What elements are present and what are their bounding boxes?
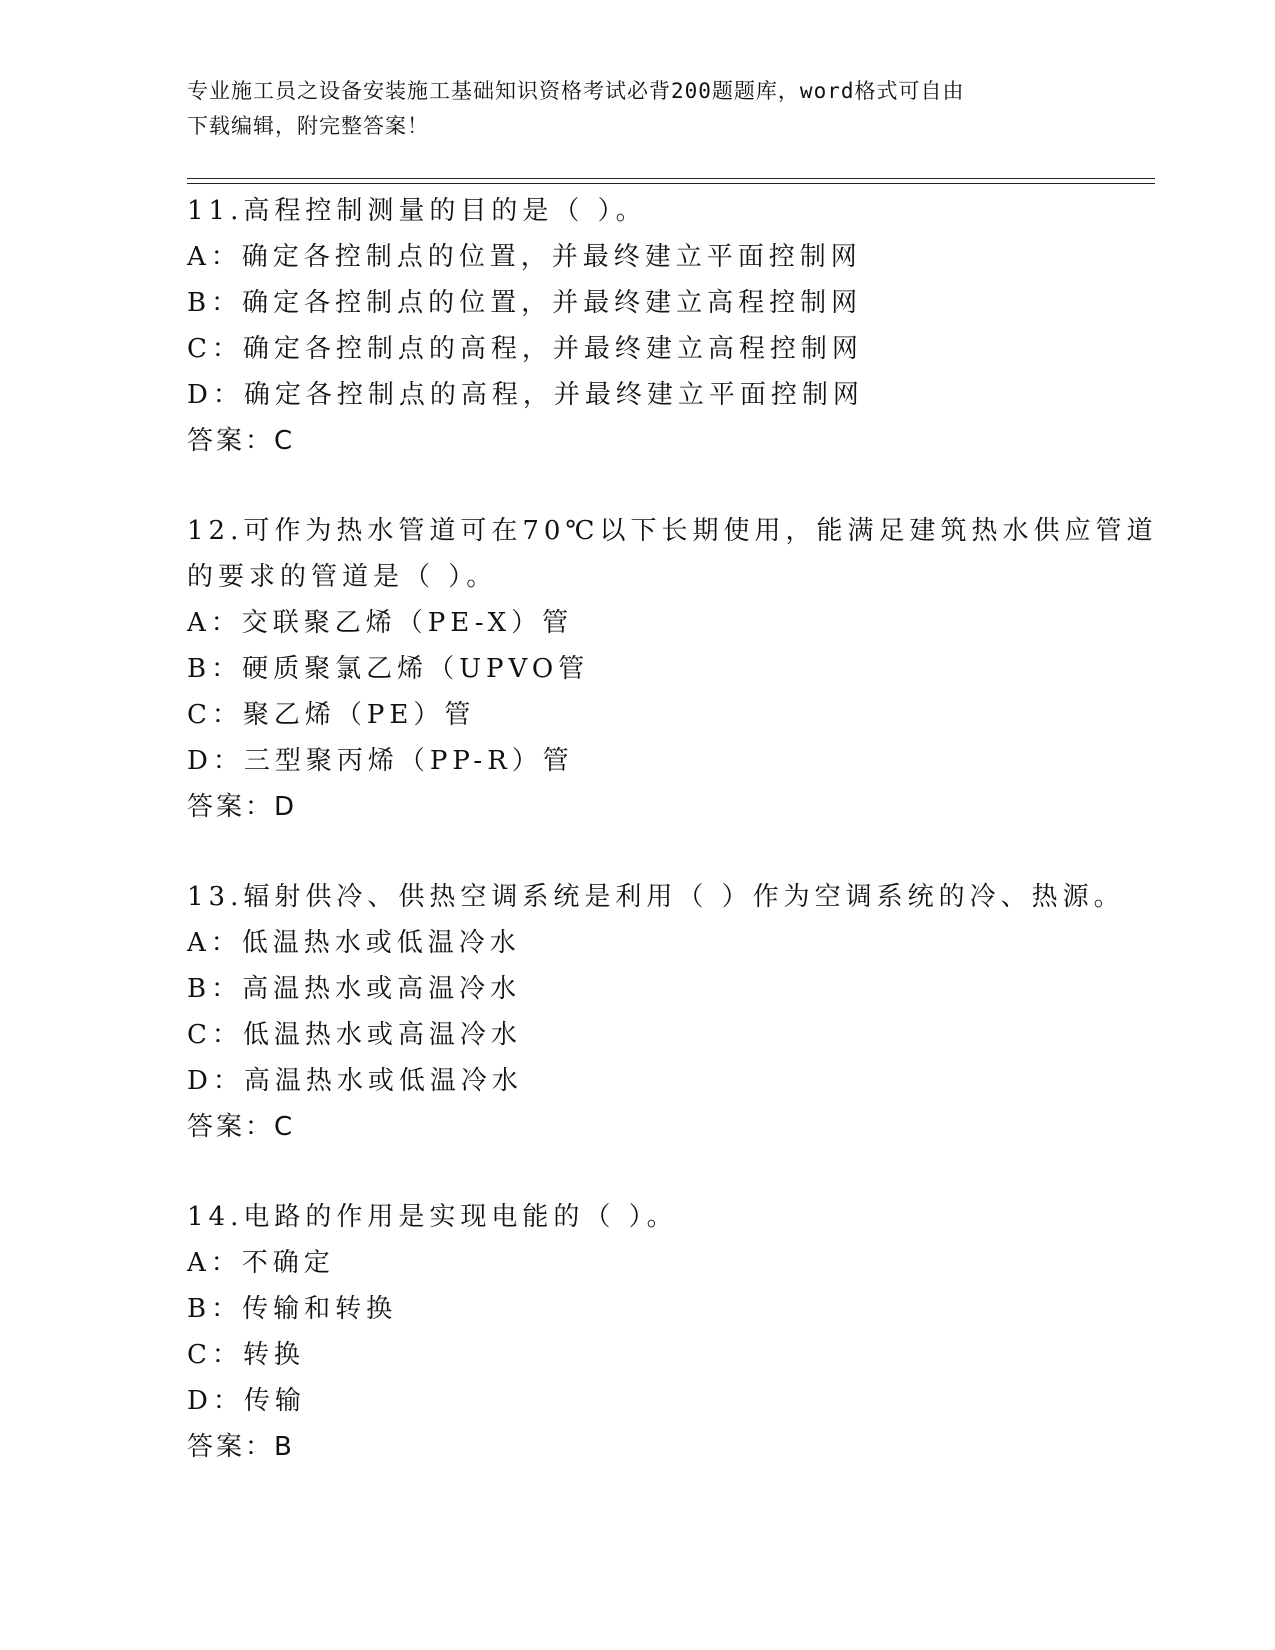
option-c: C：低温热水或高温冷水: [187, 1020, 522, 1050]
question-stem: 11.高程控制测量的目的是（ ）。: [187, 196, 647, 226]
option-c: C：聚乙烯（PE）管: [187, 700, 476, 730]
option-d: D：传输: [187, 1386, 306, 1416]
question-12: [187, 508, 1158, 830]
option-c: C：转换: [187, 1340, 305, 1370]
document-header: [187, 74, 1087, 144]
header-line-2: 下载编辑，附完整答案！: [187, 114, 429, 138]
question-stem-continued: 的要求的管道是（ ）。: [187, 562, 498, 592]
question-14: [187, 1194, 1087, 1470]
option-a: A：确定各控制点的位置，并最终建立平面控制网: [187, 242, 862, 272]
header-line-1: 专业施工员之设备安装施工基础知识资格考试必背200题题库，word格式可自由: [187, 79, 965, 103]
option-d: D：三型聚丙烯（PP-R）管: [187, 746, 574, 776]
option-a: A：低温热水或低温冷水: [187, 928, 521, 958]
header-divider-top: [187, 178, 1155, 179]
question-stem: 12.可作为热水管道可在70℃以下长期使用，能满足建筑热水供应管道: [187, 516, 1158, 546]
option-b: B：传输和转换: [187, 1294, 398, 1324]
option-c: C：确定各控制点的高程，并最终建立高程控制网: [187, 334, 863, 364]
question-stem: 13.辐射供冷、供热空调系统是利用（ ）作为空调系统的冷、热源。: [187, 882, 1125, 912]
answer: 答案：B: [187, 1432, 295, 1462]
question-13: [187, 874, 1125, 1150]
question-11: [187, 188, 1087, 464]
answer: 答案：C: [187, 426, 296, 456]
answer: 答案：C: [187, 1112, 296, 1142]
option-d: D：高温热水或低温冷水: [187, 1066, 523, 1096]
option-a: A：交联聚乙烯（PE-X）管: [187, 608, 574, 638]
option-a: A：不确定: [187, 1248, 335, 1278]
question-stem: 14.电路的作用是实现电能的（ ）。: [187, 1202, 678, 1232]
option-b: B：硬质聚氯乙烯（UPVO管: [187, 654, 590, 684]
header-divider-bottom: [187, 183, 1155, 184]
answer: 答案：D: [187, 792, 298, 822]
option-d: D：确定各控制点的高程，并最终建立平面控制网: [187, 380, 864, 410]
option-b: B：确定各控制点的位置，并最终建立高程控制网: [187, 288, 863, 318]
option-b: B：高温热水或高温冷水: [187, 974, 522, 1004]
